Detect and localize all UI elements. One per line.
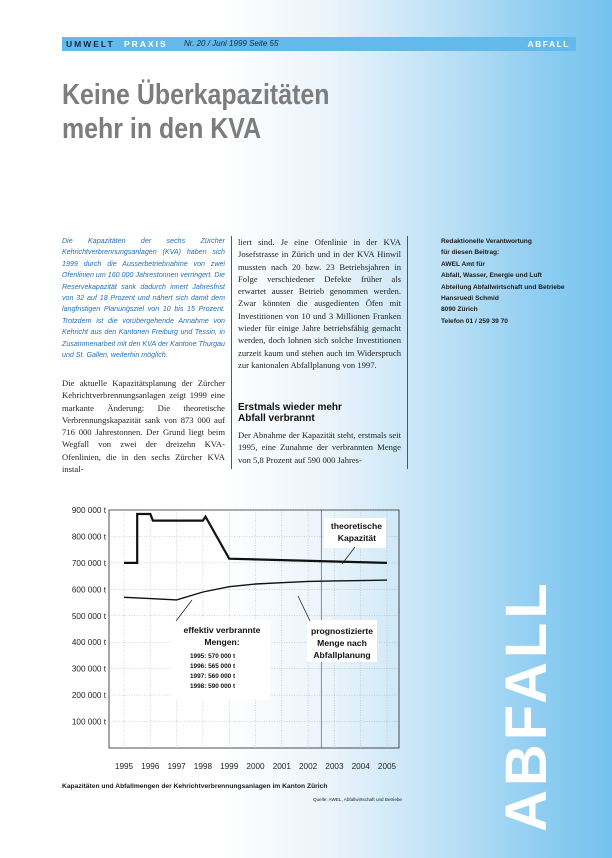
y-tick-label: 300 000 t (71, 664, 106, 674)
actual-value-1997: 1997: 560 000 t (190, 673, 236, 680)
issue-info: Nr. 20 / Juni 1999 Seite 55 (184, 39, 279, 48)
subheading-line-1: Erstmals wieder mehr (238, 402, 342, 413)
capacity-label-line-1: theoretische (330, 521, 382, 531)
contact-line: für diesen Beitrag: (441, 249, 500, 257)
title-line-1: Keine Überkapazitäten (62, 79, 330, 111)
body-column-1: Die aktuelle Kapazitätsplanung der Zürcher Kehrichtverbrennungsanlagen zeigt 1999 eine markante Änderung: Die theoretische Verbrennungskapazität sank von 873 000 auf 716 000 Jahrestonnen. Der Grund liegt beim Wegfall von zwei der dreizehn KVA-Ofenlinien, die in den sechs Zürcher KVA instal- (62, 378, 225, 475)
contact-line: AWEL Amt für (441, 260, 485, 268)
y-axis-labels (72, 506, 107, 727)
x-tick-label: 2005 (377, 762, 397, 771)
body-column-2: liert sind. Je eine Ofenlinie in der KVA Josefstrasse in Zürich und in der KVA Hinwil mussten nach 20 bzw. 23 Betriebsjahren in Folge verschiedener Defekte früher als erwartet ausser Betrieb genommen werden. Zwar könnten die ausgedienten Öfen mit Investitionen von 10 und 3 Millionen Franken wieder für einige Jahre betriebsfähig gemacht werden, doch lohnen sich solche Investitionen zurzeit kaum und stehen auch im Widerspruch zur kantonalen Abfallplanung von 1997. (238, 237, 401, 370)
contact-line: Abfall, Wasser, Energie und Luft (441, 272, 542, 280)
chart-caption: Kapazitäten und Abfallmengen der Kehrichtverbrennungsanlagen im Kanton Zürich (62, 783, 328, 790)
actual-value-1996: 1996: 565 000 t (190, 663, 236, 670)
x-tick-label: 1997 (167, 762, 186, 771)
x-tick-label: 2000 (246, 762, 265, 771)
actual-label-line-1: effektiv verbrannte (183, 625, 261, 635)
brand-praxis: PRAXIS (124, 39, 168, 49)
actual-leader-line (176, 600, 192, 621)
x-tick-label: 2004 (351, 762, 370, 771)
section-label: ABFALL (527, 39, 570, 49)
x-tick-label: 2001 (272, 762, 291, 771)
x-tick-label: 1998 (193, 762, 213, 771)
y-tick-label: 900 000 t (71, 506, 106, 515)
y-tick-label: 500 000 t (71, 611, 106, 621)
forecast-label-line-2: Menge nach (317, 638, 367, 648)
column-divider (407, 236, 408, 469)
actual-value-1995: 1995: 570 000 t (190, 653, 236, 660)
forecast-label-line-3: Abfallplanung (313, 650, 371, 660)
x-tick-label: 1999 (220, 762, 239, 771)
y-tick-label: 200 000 t (71, 691, 106, 701)
subheading (238, 402, 408, 424)
y-tick-label: 800 000 t (71, 532, 106, 542)
contact-line: Abteilung Abfallwirtschaft und Betriebe (441, 283, 565, 291)
series-forecast-line (203, 580, 387, 592)
y-tick-label: 700 000 t (71, 558, 106, 568)
capacity-label-line-2: Kapazität (337, 533, 376, 543)
actual-label-line-2: Mengen: (204, 637, 240, 647)
brand-umwelt: UMWELT (66, 39, 115, 49)
x-axis-labels (115, 762, 397, 771)
contact-line: Telefon 01 / 259 39 70 (441, 317, 508, 325)
contact-block (441, 236, 591, 327)
y-tick-label: 100 000 t (71, 717, 106, 727)
x-tick-label: 2002 (298, 762, 318, 771)
y-tick-label: 600 000 t (71, 585, 106, 595)
capacity-chart (52, 500, 412, 782)
x-tick-label: 2003 (325, 762, 344, 771)
page-title (62, 78, 346, 146)
body-column-2-continued: Der Abnahme der Kapazität steht, erstmals seit 1995, eine Zunahme der verbrannten Menge von 5,8 Prozent auf 590 000 Jahres- (238, 430, 401, 465)
side-section-label: ABFALL (494, 579, 559, 832)
x-tick-label: 1995 (114, 762, 134, 771)
contact-line: Hansruedi Schmid (441, 295, 499, 303)
lead-paragraph: Die Kapazitäten der sechs Zürcher Kehrichtverbrennungsanlagen (KVA) haben sich 1999 durch die Ausserbetriebnahme von zwei Ofenlinien um 160 000 Jahrestonnen verringert. Die Reservekapazität sank dadurch innert Jahresfrist von 32 auf 18 Prozent und nähert sich damit dem langfristigen Planungsziel von 10 bis 15 Prozent. Trotzdem ist die vorübergehende Annahme von Kehricht aus den Kantonen Freiburg und Tessin, in Zusammenarbeit mit den KVA der Kantone Thurgau und St. Gallen, weiterhin möglich. (62, 237, 225, 360)
contact-line: Redaktionelle Verantwortung (441, 238, 532, 245)
subheading-line-2: Abfall verbrannt (238, 413, 315, 424)
contact-line: 8090 Zürich (441, 306, 478, 314)
series-actual-line (124, 592, 203, 600)
column-divider (231, 236, 232, 469)
actual-value-1998: 1998: 590 000 t (190, 683, 236, 690)
forecast-label-line-1: prognostizierte (310, 626, 374, 636)
y-tick-label: 400 000 t (71, 638, 106, 648)
title-line-2: mehr in den KVA (62, 113, 262, 145)
header-bar (62, 37, 576, 51)
x-tick-label: 1996 (141, 762, 160, 771)
chart-source: Quelle: AWEL, Abfallwirtschaft und Betriebe (313, 797, 402, 802)
